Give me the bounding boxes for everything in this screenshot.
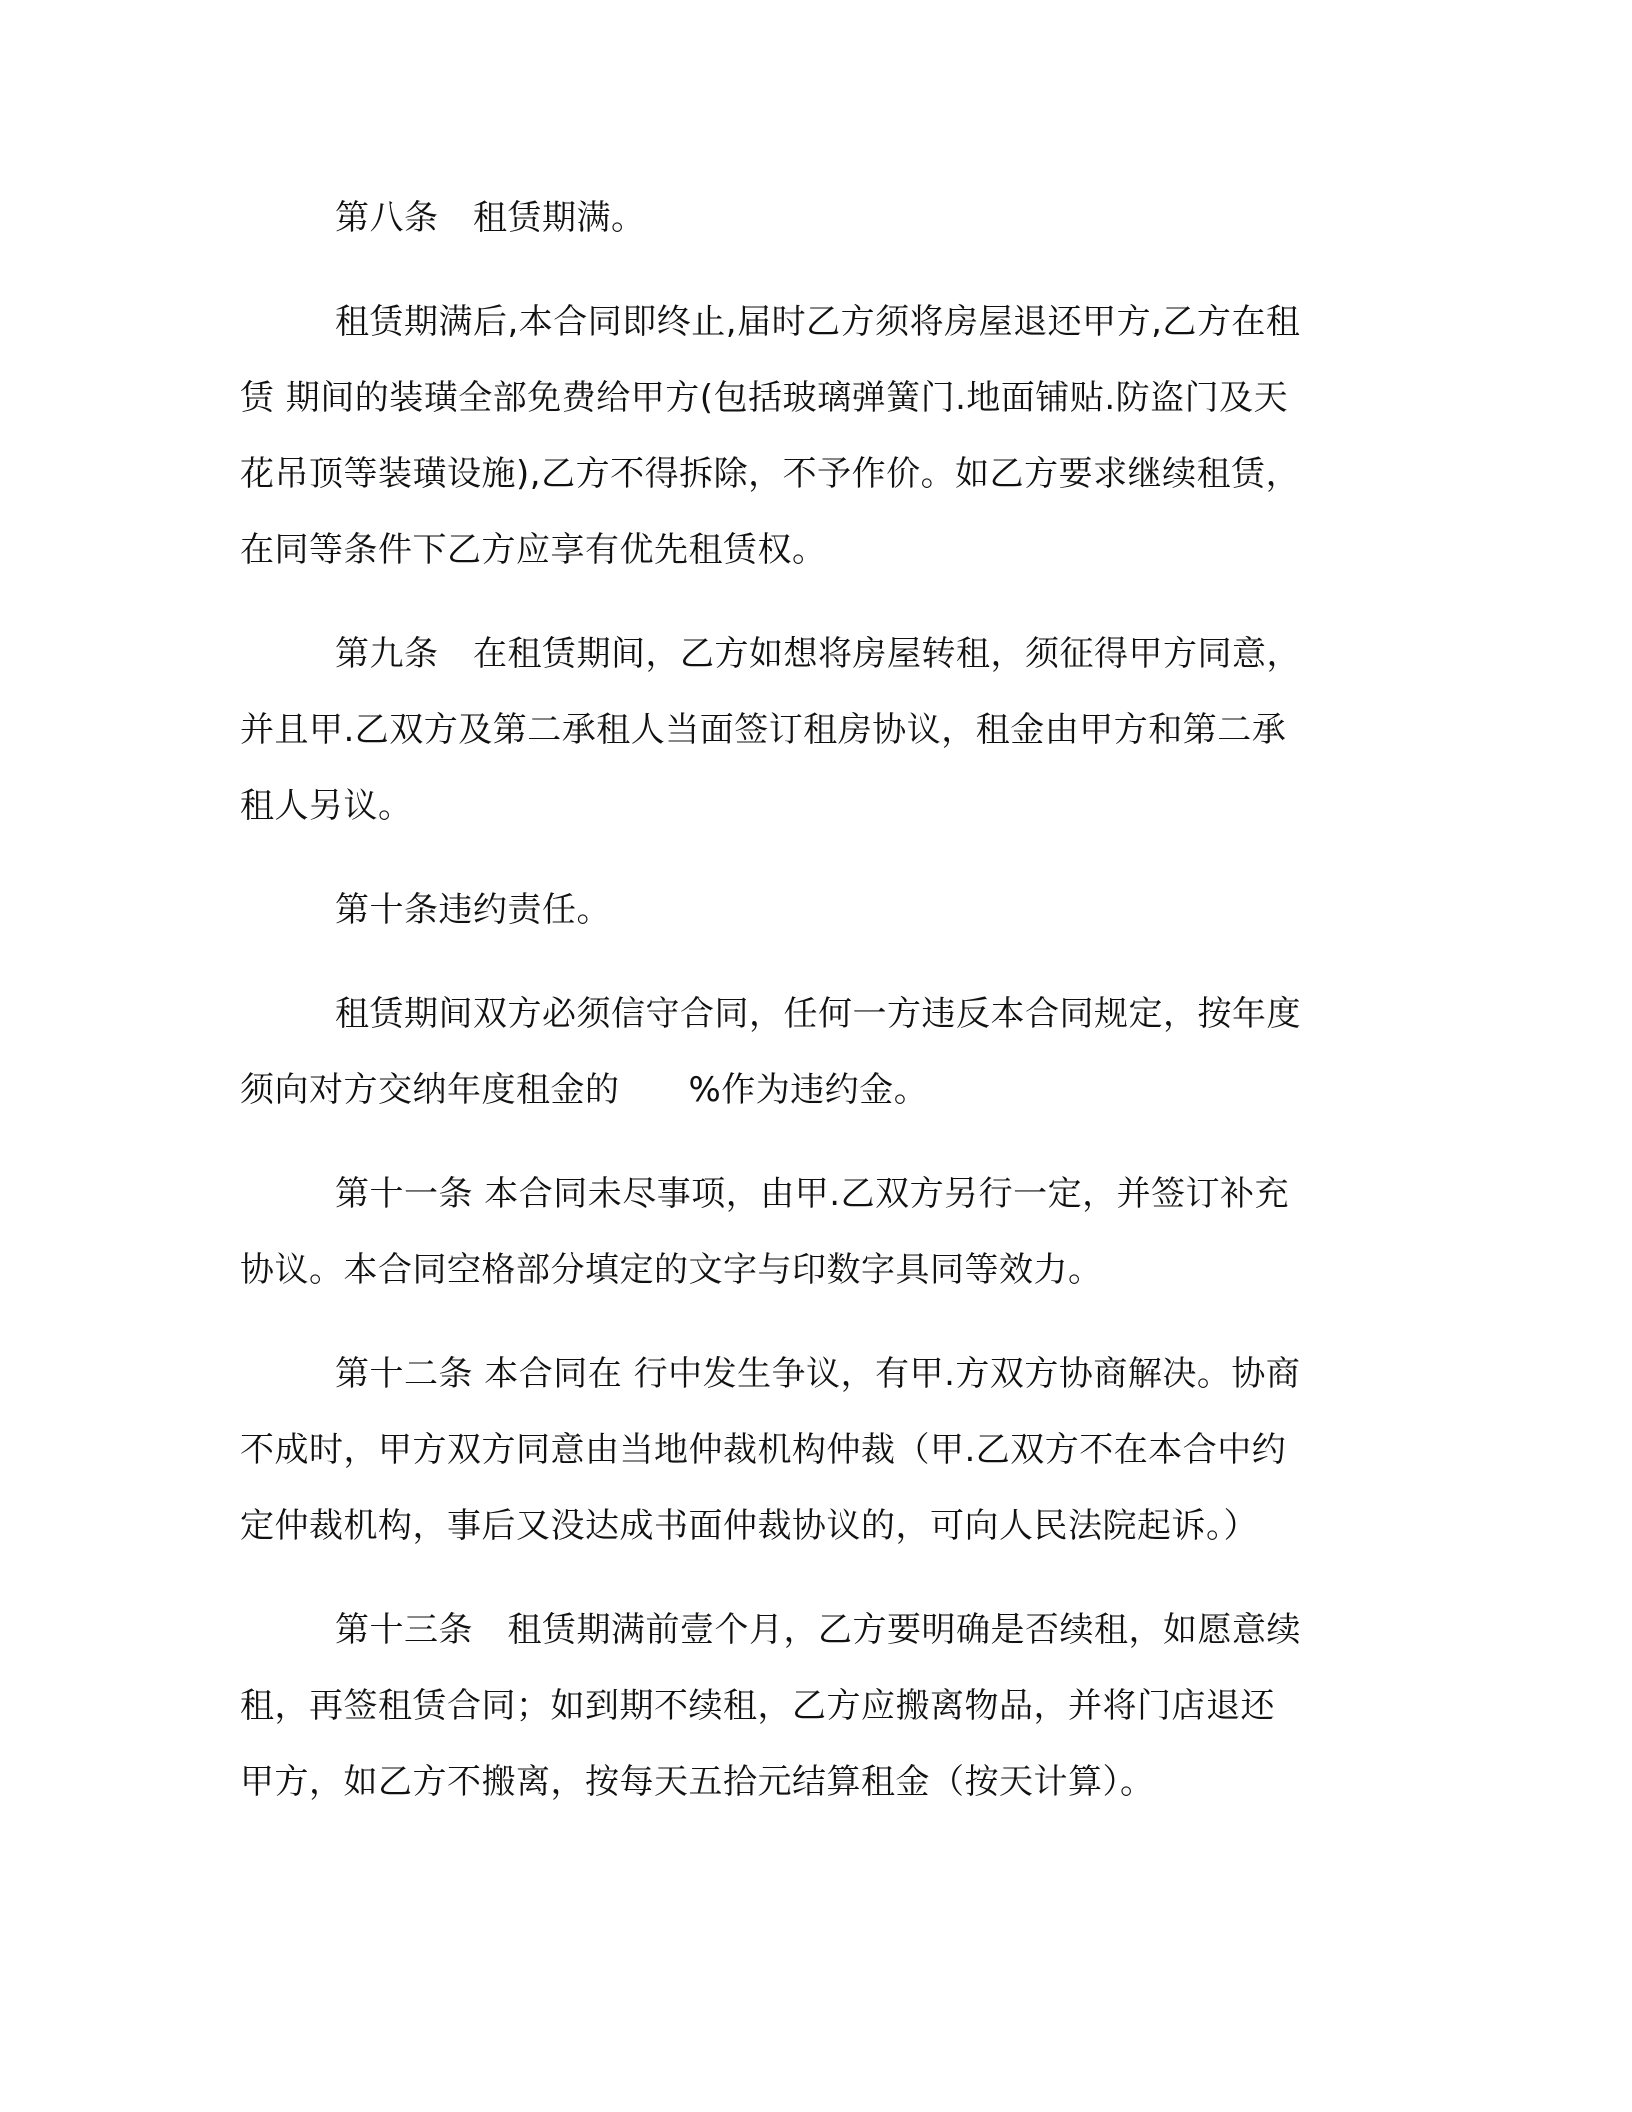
- article-12-text-line: 不成时，甲方双方同意由当地仲裁机构仲裁（甲.乙双方不在本合中约: [240, 1430, 1287, 1470]
- article-10-text-line: 租赁期间双方必须信守合同，任何一方违反本合同规定，按年度: [335, 994, 1301, 1034]
- article-12-text-line: 定仲裁机构，事后又没达成书面仲裁协议的，可向人民法院起诉。）: [240, 1506, 1258, 1546]
- article-13-text-line: 甲方，如乙方不搬离，按每天五拾元结算租金（按天计算）。: [240, 1762, 1155, 1802]
- article-8-text-line: 花吊顶等装璜设施),乙方不得拆除，不予作价。如乙方要求继续租赁，: [240, 454, 1301, 494]
- article-8-text-line: 赁 期间的装璜全部免费给甲方(包括玻璃弹簧门.地面铺贴.防盗门及天: [240, 378, 1289, 418]
- article-11-text-line: 协议。本合同空格部分填定的文字与印数字具同等效力。: [240, 1250, 1103, 1290]
- article-10-heading: 第十条违约责任。: [335, 890, 611, 930]
- article-8-text-line: 租赁期满后,本合同即终止,届时乙方须将房屋退还甲方,乙方在租: [335, 302, 1301, 342]
- article-13-text-line: 租，再签租赁合同；如到期不续租，乙方应搬离物品，并将门店退还: [240, 1686, 1275, 1726]
- article-9-text-line: 第九条 在租赁期间，乙方如想将房屋转租，须征得甲方同意，: [335, 634, 1301, 674]
- article-12-text-line: 第十二条 本合同在 行中发生争议，有甲.方双方协商解决。协商: [335, 1354, 1301, 1394]
- article-8-text-line: 在同等条件下乙方应享有优先租赁权。: [240, 530, 827, 570]
- article-10-text-line: 须向对方交纳年度租金的 %作为违约金。: [240, 1070, 929, 1110]
- article-8-heading: 第八条 租赁期满。: [335, 198, 646, 238]
- article-9-text-line: 并且甲.乙双方及第二承租人当面签订租房协议，租金由甲方和第二承: [240, 710, 1287, 750]
- article-11-text-line: 第十一条 本合同未尽事项，由甲.乙双方另行一定，并签订补充: [335, 1174, 1290, 1214]
- article-13-text-line: 第十三条 租赁期满前壹个月，乙方要明确是否续租，如愿意续: [335, 1610, 1301, 1650]
- article-9-text-line: 租人另议。: [240, 786, 413, 826]
